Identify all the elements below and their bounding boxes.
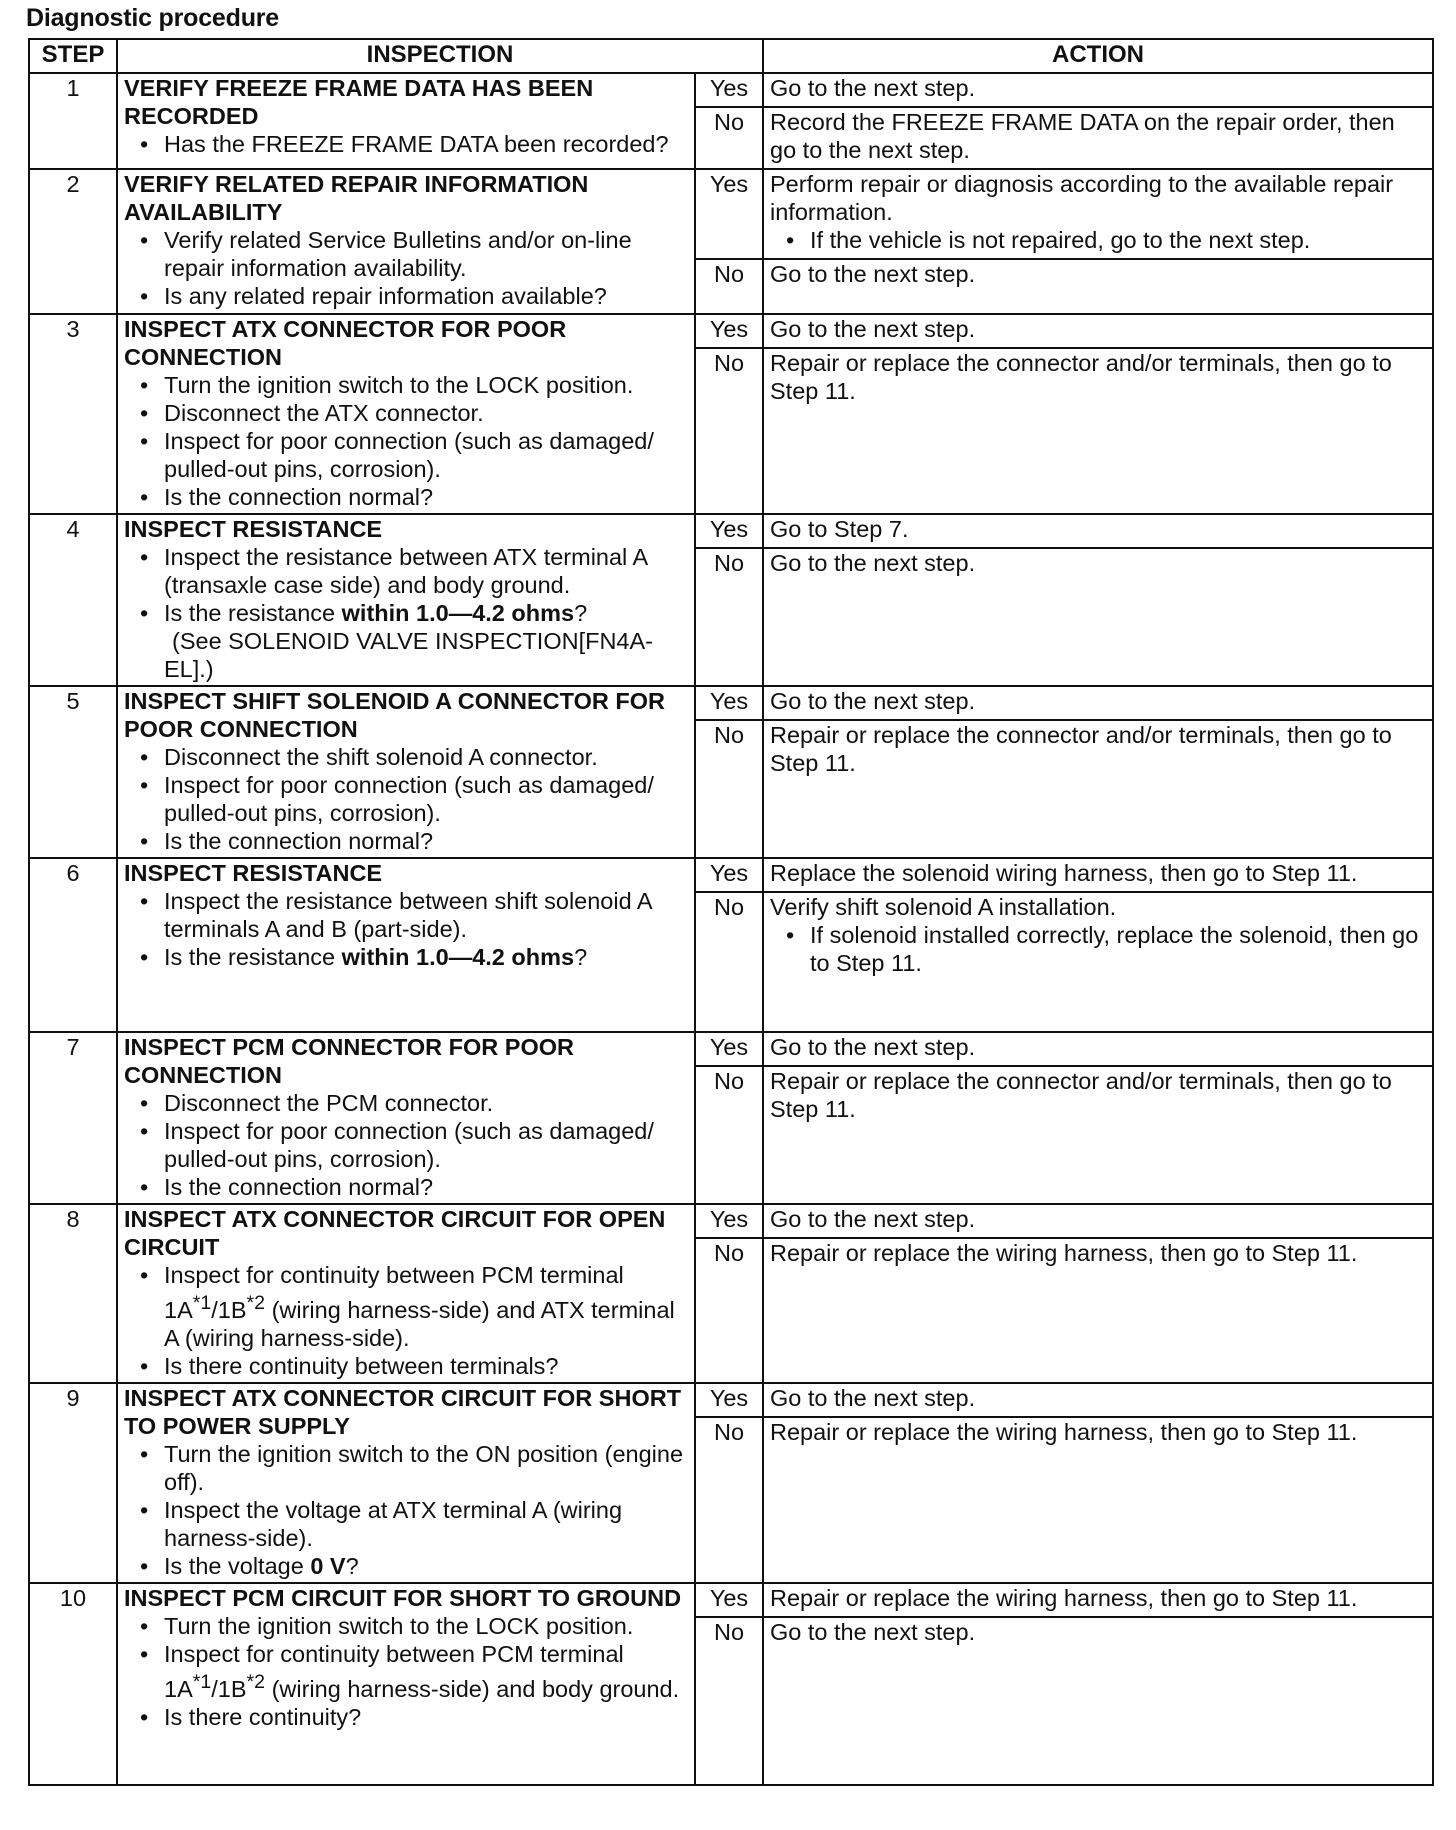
inspection-bullet <box>138 1261 688 1352</box>
step-7-yes-row <box>29 1032 1433 1066</box>
step-number: 2 <box>29 169 117 314</box>
action-bullets <box>770 226 1426 254</box>
yes-label: Yes <box>695 1032 763 1066</box>
inspection-bullets <box>124 1440 688 1580</box>
step-8-yes-row <box>29 1204 1433 1238</box>
step-4-yes-row <box>29 514 1433 548</box>
continuity-text: Inspect for continuity between PCM terminal 1A <box>164 1641 624 1702</box>
yes-label: Yes <box>695 1583 763 1617</box>
inspection-title: VERIFY RELATED REPAIR INFORMATION AVAILABILITY <box>124 171 589 225</box>
continuity-text: (wiring harness-side) and ATX terminal A (wiring harness-side). <box>164 1296 675 1351</box>
step-inspection <box>117 1032 695 1204</box>
step-inspection <box>117 1383 695 1583</box>
yes-action: Replace the solenoid wiring harness, then go to Step 11. <box>763 858 1433 892</box>
step-number: 9 <box>29 1383 117 1583</box>
inspection-bullet: • Is the connection normal? <box>138 1173 688 1201</box>
inspection-bullet: • Disconnect the PCM connector. <box>138 1089 688 1117</box>
resistance-question: Is the resistance <box>164 600 342 626</box>
inspection-title: VERIFY FREEZE FRAME DATA HAS BEEN RECORDED <box>124 75 594 129</box>
inspection-bullets <box>124 1612 688 1731</box>
header-step: STEP <box>29 39 117 73</box>
no-label: No <box>695 1617 763 1785</box>
inspection-bullet: • Inspect the resistance between ATX terminal A (transaxle case side) and body ground. <box>138 543 688 599</box>
no-action: Repair or replace the connector and/or terminals, then go to Step 11. <box>763 348 1433 514</box>
diagnostic-table <box>28 38 1434 1786</box>
inspection-bullet: • Is the connection normal? <box>138 827 688 855</box>
no-label: No <box>695 1066 763 1204</box>
step-5-yes-row <box>29 686 1433 720</box>
action-bullets <box>770 921 1426 977</box>
step-inspection <box>117 514 695 686</box>
no-label: No <box>695 1417 763 1583</box>
inspection-bullet: • Is the connection normal? <box>138 483 688 511</box>
no-action: Go to the next step. <box>763 1617 1433 1785</box>
inspection-bullet <box>138 1552 688 1580</box>
no-action: Go to the next step. <box>763 548 1433 686</box>
yes-action: Go to the next step. <box>763 686 1433 720</box>
inspection-title: INSPECT ATX CONNECTOR CIRCUIT FOR OPEN CIRCUIT <box>124 1206 666 1260</box>
no-action: Repair or replace the connector and/or terminals, then go to Step 11. <box>763 720 1433 858</box>
yes-action: Go to the next step. <box>763 73 1433 107</box>
header-row <box>29 39 1433 73</box>
inspection-bullet: • Inspect the voltage at ATX terminal A (wiring harness-side). <box>138 1496 688 1552</box>
footnote-mark: *2 <box>246 1292 266 1314</box>
inspection-bullet: • Inspect for poor connection (such as damaged/ pulled-out pins, corrosion). <box>138 1117 688 1173</box>
no-action-text: Verify shift solenoid A installation. <box>770 894 1117 920</box>
yes-action: Repair or replace the wiring harness, then go to Step 11. <box>763 1583 1433 1617</box>
step-inspection <box>117 73 695 169</box>
question-mark: ? <box>345 1553 359 1579</box>
inspection-bullet: • Turn the ignition switch to the LOCK position. <box>138 1612 688 1640</box>
no-label: No <box>695 548 763 686</box>
step-number: 7 <box>29 1032 117 1204</box>
step-9-yes-row <box>29 1383 1433 1417</box>
step-number: 1 <box>29 73 117 169</box>
see-reference: (See SOLENOID VALVE INSPECTION[FN4A-EL].) <box>164 628 654 682</box>
inspection-bullet <box>138 943 688 971</box>
yes-action: Go to the next step. <box>763 1032 1433 1066</box>
yes-label: Yes <box>695 858 763 892</box>
inspection-bullet <box>138 599 688 683</box>
inspection-bullets <box>124 1089 688 1201</box>
step-number: 6 <box>29 858 117 1032</box>
yes-action-text: Perform repair or diagnosis according to the available repair information. <box>770 171 1394 225</box>
header-inspection: INSPECTION <box>117 39 763 73</box>
action-bullet: • If solenoid installed correctly, replace the solenoid, then go to Step 11. <box>784 921 1426 977</box>
inspection-bullet: • Inspect the resistance between shift solenoid A terminals A and B (part-side). <box>138 887 688 943</box>
terminal-text: /1B <box>211 1675 247 1702</box>
no-label: No <box>695 107 763 169</box>
inspection-title: INSPECT RESISTANCE <box>124 516 383 542</box>
resistance-question: Is the resistance <box>164 944 342 970</box>
yes-action: Go to the next step. <box>763 1383 1433 1417</box>
action-bullet: • If the vehicle is not repaired, go to the next step. <box>784 226 1426 254</box>
inspection-bullets <box>124 130 688 158</box>
resistance-spec: within 1.0—4.2 ohms <box>341 600 575 626</box>
footnote-mark: *2 <box>246 1671 266 1693</box>
inspection-title: INSPECT PCM CIRCUIT FOR SHORT TO GROUND <box>124 1585 682 1611</box>
inspection-bullet: • Is any related repair information available? <box>138 282 688 310</box>
step-inspection <box>117 169 695 314</box>
inspection-bullets <box>124 226 688 310</box>
no-label: No <box>695 259 763 314</box>
inspection-title: INSPECT PCM CONNECTOR FOR POOR CONNECTION <box>124 1034 575 1088</box>
step-3-yes-row <box>29 314 1433 348</box>
no-label: No <box>695 892 763 1032</box>
step-10-yes-row <box>29 1583 1433 1617</box>
inspection-title: INSPECT SHIFT SOLENOID A CONNECTOR FOR POOR CONNECTION <box>124 688 665 742</box>
step-inspection <box>117 858 695 1032</box>
question-mark: ? <box>574 944 588 970</box>
inspection-bullet: • Disconnect the ATX connector. <box>138 399 688 427</box>
yes-label: Yes <box>695 169 763 259</box>
step-inspection <box>117 686 695 858</box>
no-action: Repair or replace the connector and/or terminals, then go to Step 11. <box>763 1066 1433 1204</box>
inspection-bullet: • Turn the ignition switch to the ON position (engine off). <box>138 1440 688 1496</box>
terminal-text: /1B <box>211 1296 247 1323</box>
no-action: Repair or replace the wiring harness, then go to Step 11. <box>763 1417 1433 1583</box>
yes-action <box>763 169 1433 259</box>
inspection-bullet: • Has the FREEZE FRAME DATA been recorded? <box>138 130 688 158</box>
step-number: 5 <box>29 686 117 858</box>
inspection-bullets <box>124 887 688 971</box>
inspection-bullet <box>138 1640 688 1703</box>
yes-label: Yes <box>695 1383 763 1417</box>
footnote-mark: *1 <box>192 1292 212 1314</box>
inspection-title: INSPECT ATX CONNECTOR FOR POOR CONNECTION <box>124 316 567 370</box>
inspection-bullets <box>124 743 688 855</box>
no-action: Record the FREEZE FRAME DATA on the repair order, then go to the next step. <box>763 107 1433 169</box>
yes-label: Yes <box>695 314 763 348</box>
voltage-spec: 0 V <box>310 1553 346 1579</box>
inspection-title: INSPECT ATX CONNECTOR CIRCUIT FOR SHORT TO POWER SUPPLY <box>124 1385 682 1439</box>
step-number: 10 <box>29 1583 117 1785</box>
inspection-bullets <box>124 371 688 511</box>
yes-label: Yes <box>695 686 763 720</box>
yes-label: Yes <box>695 1204 763 1238</box>
step-inspection <box>117 1583 695 1785</box>
inspection-bullet: • Disconnect the shift solenoid A connector. <box>138 743 688 771</box>
inspection-bullet: • Turn the ignition switch to the LOCK position. <box>138 371 688 399</box>
page-title: Diagnostic procedure <box>26 4 279 32</box>
inspection-bullet: • Is there continuity? <box>138 1703 688 1731</box>
no-action: Repair or replace the wiring harness, then go to Step 11. <box>763 1238 1433 1383</box>
inspection-bullet: • Inspect for poor connection (such as damaged/ pulled-out pins, corrosion). <box>138 771 688 827</box>
step-number: 8 <box>29 1204 117 1383</box>
no-action: Go to the next step. <box>763 259 1433 314</box>
yes-label: Yes <box>695 73 763 107</box>
no-label: No <box>695 720 763 858</box>
step-inspection <box>117 1204 695 1383</box>
inspection-bullet: • Is there continuity between terminals? <box>138 1352 688 1380</box>
inspection-bullets <box>124 1261 688 1380</box>
header-action: ACTION <box>763 39 1433 73</box>
yes-action: Go to Step 7. <box>763 514 1433 548</box>
question-mark: ? <box>574 600 588 626</box>
step-1-yes-row <box>29 73 1433 107</box>
no-label: No <box>695 1238 763 1383</box>
no-label: No <box>695 348 763 514</box>
step-2-yes-row <box>29 169 1433 259</box>
yes-action: Go to the next step. <box>763 314 1433 348</box>
yes-label: Yes <box>695 514 763 548</box>
step-number: 4 <box>29 514 117 686</box>
inspection-bullets <box>124 543 688 683</box>
inspection-bullet: • Verify related Service Bulletins and/or on-line repair information availability. <box>138 226 688 282</box>
inspection-bullet: • Inspect for poor connection (such as damaged/ pulled-out pins, corrosion). <box>138 427 688 483</box>
step-number: 3 <box>29 314 117 514</box>
resistance-spec: within 1.0—4.2 ohms <box>341 944 575 970</box>
step-6-yes-row <box>29 858 1433 892</box>
no-action <box>763 892 1433 1032</box>
inspection-title: INSPECT RESISTANCE <box>124 860 383 886</box>
voltage-question: Is the voltage <box>164 1553 311 1579</box>
yes-action: Go to the next step. <box>763 1204 1433 1238</box>
footnote-mark: *1 <box>192 1671 212 1693</box>
continuity-text: Inspect for continuity between PCM terminal 1A <box>164 1262 624 1323</box>
continuity-text: (wiring harness-side) and body ground. <box>265 1675 680 1702</box>
step-inspection <box>117 314 695 514</box>
